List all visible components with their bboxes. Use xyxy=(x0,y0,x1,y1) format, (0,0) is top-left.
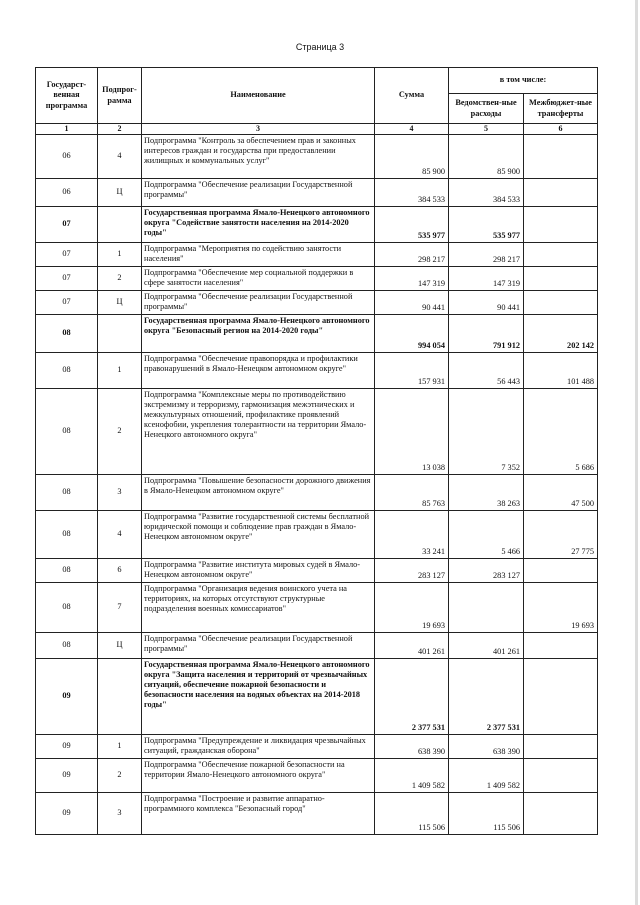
name-cell: Государственная программа Ямало-Ненецкого автономного округа "Защита населения и территорий от чрезвычайных ситуаций, обеспечение пожарной безопасности и безопасности населения на водных объектах на 2014-2018 годы" xyxy=(142,659,375,735)
program-code-cell: 08 xyxy=(36,389,98,475)
sum-cell: 1 409 582 xyxy=(375,759,449,793)
column-number: 3 xyxy=(142,124,375,135)
sum-cell: 401 261 xyxy=(375,633,449,659)
subprogram-code-cell: 1 xyxy=(98,735,142,759)
departmental-cell: 535 977 xyxy=(449,207,524,243)
header-sum: Сумма xyxy=(375,68,449,124)
sum-cell: 85 763 xyxy=(375,475,449,511)
transfers-cell xyxy=(524,659,598,735)
column-number: 1 xyxy=(36,124,98,135)
name-cell: Государственная программа Ямало-Ненецкого автономного округа "Содействие занятости населения на 2014-2020 годы" xyxy=(142,207,375,243)
subprogram-code-cell: 6 xyxy=(98,559,142,583)
header-transfers: Межбюджет-ные трансферты xyxy=(524,94,598,124)
transfers-cell: 202 142 xyxy=(524,315,598,353)
name-cell: Подпрограмма "Обеспечение пожарной безопасности на территории Ямало-Ненецкого автономного округа" xyxy=(142,759,375,793)
departmental-cell: 2 377 531 xyxy=(449,659,524,735)
departmental-cell: 638 390 xyxy=(449,735,524,759)
subprogram-code-cell: 4 xyxy=(98,511,142,559)
transfers-cell: 5 686 xyxy=(524,389,598,475)
departmental-cell: 115 506 xyxy=(449,793,524,835)
name-cell: Подпрограмма "Обеспечение реализации Государственной программы" xyxy=(142,179,375,207)
sum-cell: 638 390 xyxy=(375,735,449,759)
program-code-cell: 08 xyxy=(36,583,98,633)
table-row xyxy=(36,735,598,759)
sum-cell: 298 217 xyxy=(375,243,449,267)
sum-cell: 19 693 xyxy=(375,583,449,633)
departmental-cell: 283 127 xyxy=(449,559,524,583)
program-code-cell: 09 xyxy=(36,759,98,793)
name-cell: Подпрограмма "Обеспечение мер социальной поддержки в сфере занятости населения" xyxy=(142,267,375,291)
program-code-cell: 09 xyxy=(36,793,98,835)
table-row xyxy=(36,511,598,559)
name-cell: Государственная программа Ямало-Ненецкого автономного округа "Безопасный регион на 2014-2020 годы" xyxy=(142,315,375,353)
name-cell: Подпрограмма "Развитие института мировых судей в Ямало-Ненецком автономном округе" xyxy=(142,559,375,583)
name-cell: Подпрограмма "Обеспечение правопорядка и профилактики правонарушений в Ямало-Ненецком автономном округе" xyxy=(142,353,375,389)
name-cell: Подпрограмма "Обеспечение реализации Государственной программы" xyxy=(142,633,375,659)
name-cell: Подпрограмма "Повышение безопасности дорожного движения в Ямало-Ненецком автономном округе" xyxy=(142,475,375,511)
subprogram-code-cell: 3 xyxy=(98,793,142,835)
program-code-cell: 08 xyxy=(36,511,98,559)
program-code-cell: 08 xyxy=(36,633,98,659)
table-row xyxy=(36,353,598,389)
name-cell: Подпрограмма "Построение и развитие аппаратно-программного комплекса "Безопасный город" xyxy=(142,793,375,835)
transfers-cell xyxy=(524,135,598,179)
table-row xyxy=(36,315,598,353)
sum-cell: 33 241 xyxy=(375,511,449,559)
page-number-label: Страница 3 xyxy=(295,42,345,52)
transfers-cell xyxy=(524,735,598,759)
budget-table xyxy=(35,67,598,835)
subprogram-code-cell: Ц xyxy=(98,179,142,207)
subprogram-code-cell xyxy=(98,659,142,735)
table-row xyxy=(36,243,598,267)
subprogram-code-cell: Ц xyxy=(98,291,142,315)
table-row xyxy=(36,267,598,291)
table-row xyxy=(36,207,598,243)
sum-cell: 13 038 xyxy=(375,389,449,475)
name-cell: Подпрограмма "Развитие государственной системы бесплатной юридической помощи и соблюдение прав граждан в Ямало-Ненецком автономном округе" xyxy=(142,511,375,559)
program-code-cell: 06 xyxy=(36,135,98,179)
departmental-cell xyxy=(449,583,524,633)
header-subprogram: Подпрог-рамма xyxy=(98,68,142,124)
name-cell: Подпрограмма "Комплексные меры по противодействию экстремизму и терроризму, гармонизация межэтнических и межкультурных отношений, профилактике проявлений ксенофобии, укрепления толерантности на территории Ямало-Ненецкого автономного округа" xyxy=(142,389,375,475)
program-code-cell: 06 xyxy=(36,179,98,207)
header-including: в том числе: xyxy=(449,68,598,94)
sum-cell: 90 441 xyxy=(375,291,449,315)
table-row xyxy=(36,659,598,735)
table-row xyxy=(36,135,598,179)
subprogram-code-cell xyxy=(98,315,142,353)
subprogram-code-cell: 2 xyxy=(98,267,142,291)
table-row xyxy=(36,389,598,475)
table-row xyxy=(36,793,598,835)
column-number: 5 xyxy=(449,124,524,135)
program-code-cell: 08 xyxy=(36,353,98,389)
sum-cell: 283 127 xyxy=(375,559,449,583)
sum-cell: 147 319 xyxy=(375,267,449,291)
name-cell: Подпрограмма "Мероприятия по содействию занятости населения" xyxy=(142,243,375,267)
sum-cell: 85 900 xyxy=(375,135,449,179)
table-row xyxy=(36,179,598,207)
header-departmental: Ведомствен-ные расходы xyxy=(449,94,524,124)
program-code-cell: 09 xyxy=(36,735,98,759)
departmental-cell: 90 441 xyxy=(449,291,524,315)
program-code-cell: 07 xyxy=(36,207,98,243)
table-row xyxy=(36,633,598,659)
table-row xyxy=(36,559,598,583)
subprogram-code-cell: 1 xyxy=(98,243,142,267)
transfers-cell xyxy=(524,207,598,243)
name-cell: Подпрограмма "Контроль за обеспечением прав и законных интересов граждан и государства при предоставлении жилищных и коммунальных услуг" xyxy=(142,135,375,179)
departmental-cell: 384 533 xyxy=(449,179,524,207)
program-code-cell: 08 xyxy=(36,315,98,353)
table-row xyxy=(36,475,598,511)
name-cell: Подпрограмма "Предупреждение и ликвидация чрезвычайных ситуаций, гражданская оборона" xyxy=(142,735,375,759)
subprogram-code-cell: 2 xyxy=(98,389,142,475)
subprogram-code-cell: 1 xyxy=(98,353,142,389)
column-number: 2 xyxy=(98,124,142,135)
header-program: Государст-венная программа xyxy=(36,68,98,124)
sum-cell: 2 377 531 xyxy=(375,659,449,735)
departmental-cell: 401 261 xyxy=(449,633,524,659)
program-code-cell: 07 xyxy=(36,267,98,291)
name-cell: Подпрограмма "Организация ведения воинского учета на территориях, на которых отсутствуют структурные подразделения военных комиссариатов" xyxy=(142,583,375,633)
transfers-cell: 47 500 xyxy=(524,475,598,511)
departmental-cell: 85 900 xyxy=(449,135,524,179)
transfers-cell xyxy=(524,243,598,267)
transfers-cell: 27 775 xyxy=(524,511,598,559)
header-name: Наименование xyxy=(142,68,375,124)
transfers-cell xyxy=(524,291,598,315)
departmental-cell: 56 443 xyxy=(449,353,524,389)
subprogram-code-cell: 7 xyxy=(98,583,142,633)
transfers-cell xyxy=(524,559,598,583)
subprogram-code-cell xyxy=(98,207,142,243)
departmental-cell: 298 217 xyxy=(449,243,524,267)
program-code-cell: 09 xyxy=(36,659,98,735)
transfers-cell xyxy=(524,179,598,207)
departmental-cell: 5 466 xyxy=(449,511,524,559)
name-cell: Подпрограмма "Обеспечение реализации Государственной программы" xyxy=(142,291,375,315)
program-code-cell: 08 xyxy=(36,559,98,583)
program-code-cell: 08 xyxy=(36,475,98,511)
transfers-cell: 101 488 xyxy=(524,353,598,389)
sum-cell: 994 054 xyxy=(375,315,449,353)
departmental-cell: 38 263 xyxy=(449,475,524,511)
table-row xyxy=(36,291,598,315)
column-number: 6 xyxy=(524,124,598,135)
transfers-cell xyxy=(524,793,598,835)
departmental-cell: 7 352 xyxy=(449,389,524,475)
transfers-cell xyxy=(524,267,598,291)
transfers-cell xyxy=(524,759,598,793)
program-code-cell: 07 xyxy=(36,291,98,315)
sum-cell: 115 506 xyxy=(375,793,449,835)
departmental-cell: 791 912 xyxy=(449,315,524,353)
sum-cell: 384 533 xyxy=(375,179,449,207)
subprogram-code-cell: 3 xyxy=(98,475,142,511)
subprogram-code-cell: 2 xyxy=(98,759,142,793)
departmental-cell: 147 319 xyxy=(449,267,524,291)
page-edge-shadow xyxy=(635,0,638,905)
departmental-cell: 1 409 582 xyxy=(449,759,524,793)
column-number: 4 xyxy=(375,124,449,135)
transfers-cell: 19 693 xyxy=(524,583,598,633)
transfers-cell xyxy=(524,633,598,659)
table-row xyxy=(36,759,598,793)
program-code-cell: 07 xyxy=(36,243,98,267)
subprogram-code-cell: Ц xyxy=(98,633,142,659)
table-row xyxy=(36,583,598,633)
sum-cell: 535 977 xyxy=(375,207,449,243)
subprogram-code-cell: 4 xyxy=(98,135,142,179)
sum-cell: 157 931 xyxy=(375,353,449,389)
